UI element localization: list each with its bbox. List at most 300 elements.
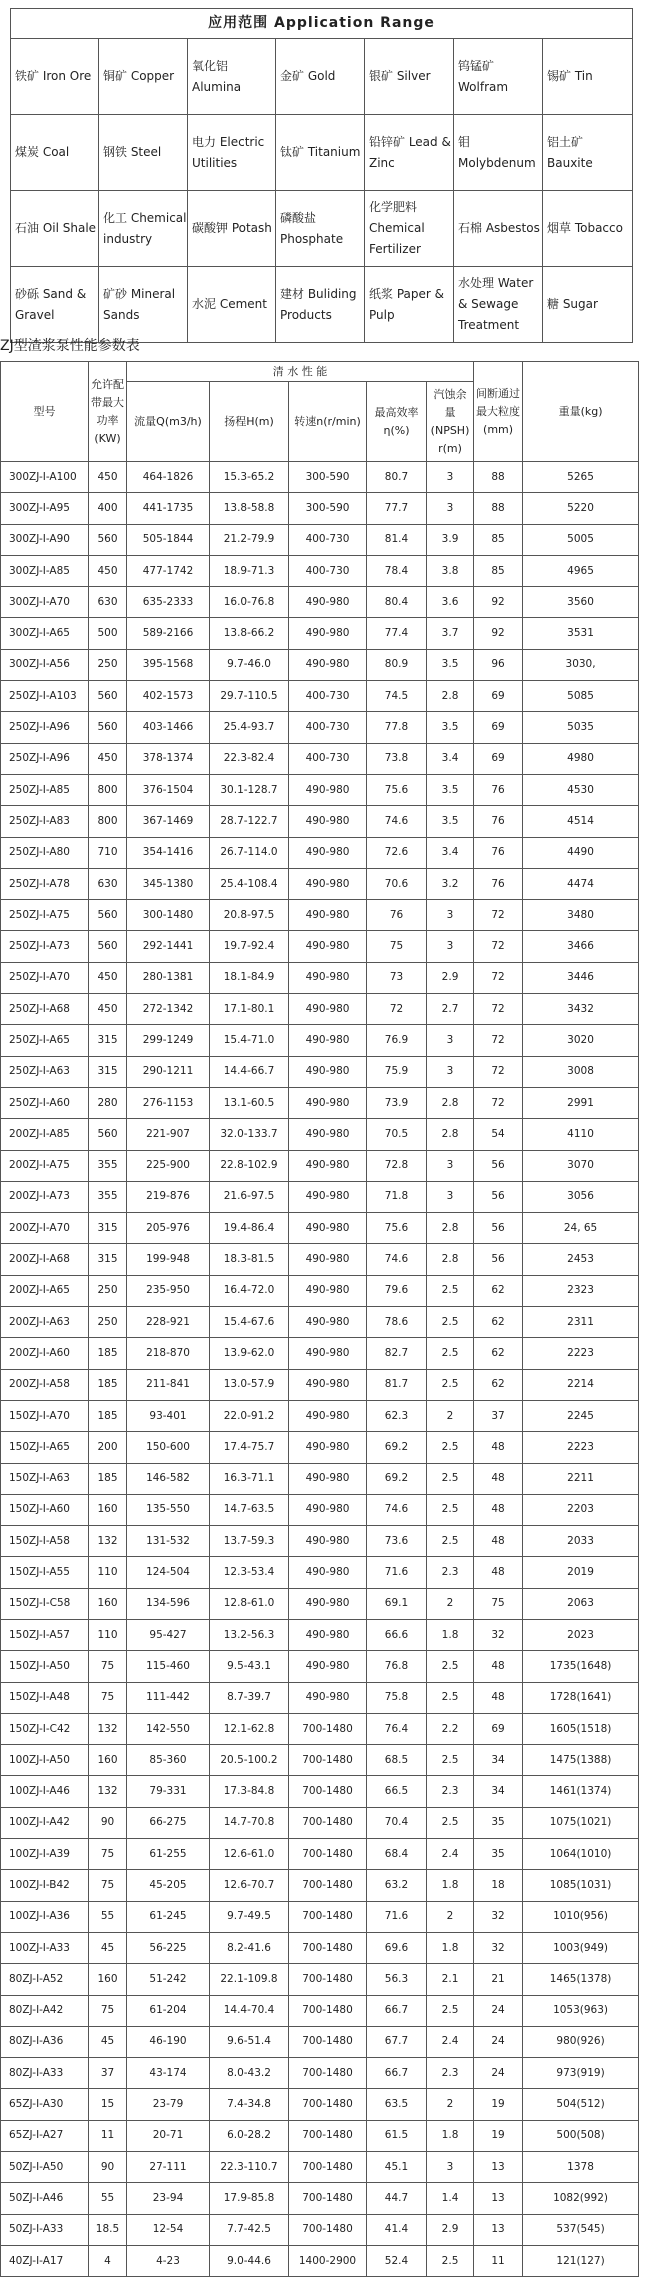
value-cell: 1075(1021) — [523, 1807, 639, 1838]
value-cell: 44.7 — [367, 2183, 427, 2214]
value-cell: 400 — [89, 493, 127, 524]
value-cell: 630 — [89, 587, 127, 618]
value-cell: 43-174 — [127, 2058, 210, 2089]
value-cell: 3466 — [523, 931, 639, 962]
value-cell: 19 — [474, 2089, 523, 2120]
value-cell: 30.1-128.7 — [210, 774, 289, 805]
value-cell: 78.6 — [367, 1307, 427, 1338]
value-cell: 3 — [427, 1150, 474, 1181]
value-cell: 700-1480 — [289, 1964, 367, 1995]
value-cell: 1085(1031) — [523, 1870, 639, 1901]
table-row — [1, 2058, 639, 2089]
model-cell: 80ZJ-I-A42 — [1, 1995, 89, 2026]
model-cell: 300ZJ-I-A85 — [1, 555, 89, 586]
value-cell: 69.6 — [367, 1932, 427, 1963]
value-cell: 537(545) — [523, 2214, 639, 2245]
table-row — [1, 2120, 639, 2151]
value-cell: 22.8-102.9 — [210, 1150, 289, 1181]
value-cell: 35 — [474, 1807, 523, 1838]
value-cell: 2023 — [523, 1619, 639, 1650]
table-row — [1, 1651, 639, 1682]
value-cell: 55 — [89, 1901, 127, 1932]
value-cell: 62 — [474, 1307, 523, 1338]
value-cell: 2.8 — [427, 1213, 474, 1244]
value-cell: 14.4-66.7 — [210, 1056, 289, 1087]
model-cell: 200ZJ-I-A68 — [1, 1244, 89, 1275]
value-cell: 4530 — [523, 774, 639, 805]
model-cell: 100ZJ-I-A39 — [1, 1839, 89, 1870]
value-cell: 3 — [427, 1181, 474, 1212]
value-cell: 69.2 — [367, 1432, 427, 1463]
value-cell: 85 — [474, 555, 523, 586]
value-cell: 973(919) — [523, 2058, 639, 2089]
value-cell: 700-1480 — [289, 2089, 367, 2120]
value-cell: 700-1480 — [289, 1870, 367, 1901]
value-cell: 700-1480 — [289, 1995, 367, 2026]
application-cell: 钛矿 Titanium — [276, 115, 365, 191]
model-cell: 50ZJ-I-A50 — [1, 2152, 89, 2183]
value-cell: 490-980 — [289, 1526, 367, 1557]
value-cell: 1.8 — [427, 1932, 474, 1963]
model-cell: 250ZJ-I-A60 — [1, 1087, 89, 1118]
model-cell: 50ZJ-I-A46 — [1, 2183, 89, 2214]
table-row — [1, 1463, 639, 1494]
value-cell: 160 — [89, 1494, 127, 1525]
value-cell: 441-1735 — [127, 493, 210, 524]
value-cell: 3560 — [523, 587, 639, 618]
value-cell: 1475(1388) — [523, 1745, 639, 1776]
value-cell: 1064(1010) — [523, 1839, 639, 1870]
value-cell: 500(508) — [523, 2120, 639, 2151]
model-cell: 300ZJ-I-A100 — [1, 462, 89, 493]
value-cell: 70.4 — [367, 1807, 427, 1838]
model-cell: 250ZJ-I-A63 — [1, 1056, 89, 1087]
value-cell: 56 — [474, 1150, 523, 1181]
value-cell: 62.3 — [367, 1400, 427, 1431]
value-cell: 132 — [89, 1526, 127, 1557]
value-cell: 160 — [89, 1745, 127, 1776]
application-cell: 砂砾 Sand & Gravel — [11, 267, 99, 343]
model-cell: 150ZJ-I-A48 — [1, 1682, 89, 1713]
value-cell: 26.7-114.0 — [210, 837, 289, 868]
value-cell: 490-980 — [289, 806, 367, 837]
value-cell: 3.5 — [427, 774, 474, 805]
value-cell: 315 — [89, 1244, 127, 1275]
value-cell: 77.7 — [367, 493, 427, 524]
value-cell: 589-2166 — [127, 618, 210, 649]
value-cell: 74.6 — [367, 1244, 427, 1275]
application-cell: 金矿 Gold — [276, 39, 365, 115]
application-cell: 钼 Molybdenum — [454, 115, 543, 191]
value-cell: 77.4 — [367, 618, 427, 649]
value-cell: 29.7-110.5 — [210, 681, 289, 712]
value-cell: 76 — [474, 868, 523, 899]
value-cell: 13 — [474, 2152, 523, 2183]
application-cell: 石棉 Asbestos — [454, 191, 543, 267]
value-cell: 76.4 — [367, 1713, 427, 1744]
value-cell: 235-950 — [127, 1275, 210, 1306]
value-cell: 61-204 — [127, 1995, 210, 2026]
header-npsh: 汽蚀余量(NPSH)r(m) — [427, 382, 474, 462]
value-cell: 66.7 — [367, 2058, 427, 2089]
model-cell: 40ZJ-I-A17 — [1, 2245, 89, 2276]
value-cell: 132 — [89, 1776, 127, 1807]
header-weight: 重量(kg) — [523, 362, 639, 462]
value-cell: 18.3-81.5 — [210, 1244, 289, 1275]
value-cell: 700-1480 — [289, 1776, 367, 1807]
value-cell: 490-980 — [289, 1056, 367, 1087]
value-cell: 72 — [474, 1025, 523, 1056]
value-cell: 32.0-133.7 — [210, 1119, 289, 1150]
value-cell: 132 — [89, 1713, 127, 1744]
value-cell: 110 — [89, 1557, 127, 1588]
value-cell: 76 — [474, 806, 523, 837]
value-cell: 46-190 — [127, 2026, 210, 2057]
value-cell: 700-1480 — [289, 2152, 367, 2183]
value-cell: 700-1480 — [289, 1932, 367, 1963]
table-row — [1, 1432, 639, 1463]
value-cell: 75.6 — [367, 1213, 427, 1244]
value-cell: 2.3 — [427, 1557, 474, 1588]
value-cell: 66.7 — [367, 1995, 427, 2026]
value-cell: 73.8 — [367, 743, 427, 774]
value-cell: 504(512) — [523, 2089, 639, 2120]
value-cell: 2453 — [523, 1244, 639, 1275]
table-row — [1, 587, 639, 618]
table-row — [1, 2214, 639, 2245]
value-cell: 76.8 — [367, 1651, 427, 1682]
value-cell: 9.7-46.0 — [210, 649, 289, 680]
value-cell: 15 — [89, 2089, 127, 2120]
value-cell: 34 — [474, 1776, 523, 1807]
value-cell: 135-550 — [127, 1494, 210, 1525]
value-cell: 2.8 — [427, 1119, 474, 1150]
value-cell: 205-976 — [127, 1213, 210, 1244]
value-cell: 80.4 — [367, 587, 427, 618]
value-cell: 490-980 — [289, 1307, 367, 1338]
value-cell: 490-980 — [289, 618, 367, 649]
value-cell: 2.3 — [427, 2058, 474, 2089]
value-cell: 72.8 — [367, 1150, 427, 1181]
value-cell: 2.5 — [427, 1526, 474, 1557]
value-cell: 2 — [427, 1901, 474, 1932]
value-cell: 70.6 — [367, 868, 427, 899]
value-cell: 980(926) — [523, 2026, 639, 2057]
model-cell: 150ZJ-I-A63 — [1, 1463, 89, 1494]
value-cell: 68.5 — [367, 1745, 427, 1776]
value-cell: 700-1480 — [289, 1807, 367, 1838]
value-cell: 3446 — [523, 962, 639, 993]
value-cell: 1605(1518) — [523, 1713, 639, 1744]
model-cell: 100ZJ-I-A42 — [1, 1807, 89, 1838]
table-row — [1, 994, 639, 1025]
value-cell: 490-980 — [289, 1150, 367, 1181]
value-cell: 3.7 — [427, 618, 474, 649]
value-cell: 2.5 — [427, 1369, 474, 1400]
value-cell: 450 — [89, 743, 127, 774]
value-cell: 355 — [89, 1150, 127, 1181]
table-row — [1, 931, 639, 962]
value-cell: 7.7-42.5 — [210, 2214, 289, 2245]
value-cell: 400-730 — [289, 743, 367, 774]
model-cell: 80ZJ-I-A36 — [1, 2026, 89, 2057]
value-cell: 464-1826 — [127, 462, 210, 493]
application-cell: 水处理 Water & Sewage Treatment — [454, 267, 543, 343]
table-row — [1, 2152, 639, 2183]
model-cell: 200ZJ-I-A63 — [1, 1307, 89, 1338]
value-cell: 71.6 — [367, 1901, 427, 1932]
table-row — [1, 1964, 639, 1995]
value-cell: 250 — [89, 1307, 127, 1338]
value-cell: 12.1-62.8 — [210, 1713, 289, 1744]
value-cell: 48 — [474, 1682, 523, 1713]
value-cell: 12.8-61.0 — [210, 1588, 289, 1619]
value-cell: 5265 — [523, 462, 639, 493]
value-cell: 13.8-58.8 — [210, 493, 289, 524]
value-cell: 69 — [474, 743, 523, 774]
model-cell: 100ZJ-I-B42 — [1, 1870, 89, 1901]
model-cell: 150ZJ-I-C58 — [1, 1588, 89, 1619]
value-cell: 3030, — [523, 649, 639, 680]
value-cell: 2.8 — [427, 1244, 474, 1275]
value-cell: 23-79 — [127, 2089, 210, 2120]
value-cell: 635-2333 — [127, 587, 210, 618]
value-cell: 800 — [89, 806, 127, 837]
value-cell: 199-948 — [127, 1244, 210, 1275]
model-cell: 200ZJ-I-A75 — [1, 1150, 89, 1181]
value-cell: 48 — [474, 1526, 523, 1557]
value-cell: 142-550 — [127, 1713, 210, 1744]
header-efficiency: 最高效率η(%) — [367, 382, 427, 462]
value-cell: 3070 — [523, 1150, 639, 1181]
value-cell: 74.5 — [367, 681, 427, 712]
value-cell: 450 — [89, 962, 127, 993]
value-cell: 2323 — [523, 1275, 639, 1306]
value-cell: 3432 — [523, 994, 639, 1025]
table-row — [1, 1619, 639, 1650]
table-row — [1, 1056, 639, 1087]
value-cell: 378-1374 — [127, 743, 210, 774]
application-cell: 锡矿 Tin — [543, 39, 633, 115]
value-cell: 4980 — [523, 743, 639, 774]
model-cell: 300ZJ-I-A90 — [1, 524, 89, 555]
value-cell: 315 — [89, 1025, 127, 1056]
value-cell: 52.4 — [367, 2245, 427, 2276]
application-cell: 铜矿 Copper — [99, 39, 188, 115]
model-cell: 150ZJ-I-C42 — [1, 1713, 89, 1744]
application-cell: 石油 Oil Shale — [11, 191, 99, 267]
value-cell: 490-980 — [289, 1119, 367, 1150]
value-cell: 376-1504 — [127, 774, 210, 805]
value-cell: 48 — [474, 1463, 523, 1494]
value-cell: 1.8 — [427, 2120, 474, 2151]
value-cell: 13.1-60.5 — [210, 1087, 289, 1118]
value-cell: 1.8 — [427, 1870, 474, 1901]
value-cell: 218-870 — [127, 1338, 210, 1369]
value-cell: 292-1441 — [127, 931, 210, 962]
header-speed: 转速n(r/min) — [289, 382, 367, 462]
value-cell: 73 — [367, 962, 427, 993]
value-cell: 45-205 — [127, 1870, 210, 1901]
value-cell: 41.4 — [367, 2214, 427, 2245]
value-cell: 490-980 — [289, 931, 367, 962]
model-cell: 65ZJ-I-A30 — [1, 2089, 89, 2120]
value-cell: 13 — [474, 2183, 523, 2214]
value-cell: 490-980 — [289, 1400, 367, 1431]
value-cell: 355 — [89, 1181, 127, 1212]
value-cell: 490-980 — [289, 1087, 367, 1118]
value-cell: 2223 — [523, 1338, 639, 1369]
value-cell: 27-111 — [127, 2152, 210, 2183]
table-row — [1, 900, 639, 931]
value-cell: 55 — [89, 2183, 127, 2214]
model-cell: 200ZJ-I-A85 — [1, 1119, 89, 1150]
value-cell: 2.8 — [427, 681, 474, 712]
header-flow: 流量Q(m3/h) — [127, 382, 210, 462]
value-cell: 25.4-93.7 — [210, 712, 289, 743]
value-cell: 24 — [474, 2026, 523, 2057]
value-cell: 490-980 — [289, 1588, 367, 1619]
value-cell: 300-590 — [289, 493, 367, 524]
table-row — [1, 1150, 639, 1181]
value-cell: 402-1573 — [127, 681, 210, 712]
value-cell: 2.5 — [427, 1494, 474, 1525]
value-cell: 63.2 — [367, 1870, 427, 1901]
value-cell: 11 — [89, 2120, 127, 2151]
value-cell: 1003(949) — [523, 1932, 639, 1963]
value-cell: 69 — [474, 1713, 523, 1744]
value-cell: 3 — [427, 1056, 474, 1087]
application-row — [11, 191, 633, 267]
value-cell: 4-23 — [127, 2245, 210, 2276]
value-cell: 2.4 — [427, 1839, 474, 1870]
value-cell: 700-1480 — [289, 1745, 367, 1776]
value-cell: 400-730 — [289, 712, 367, 743]
value-cell: 12.3-53.4 — [210, 1557, 289, 1588]
performance-table-title: ZJ型渣浆泵性能参数表 — [0, 338, 140, 354]
value-cell: 62 — [474, 1369, 523, 1400]
value-cell: 1378 — [523, 2152, 639, 2183]
value-cell: 450 — [89, 555, 127, 586]
value-cell: 76 — [474, 837, 523, 868]
value-cell: 66.5 — [367, 1776, 427, 1807]
value-cell: 450 — [89, 462, 127, 493]
value-cell: 72 — [474, 1056, 523, 1087]
value-cell: 3056 — [523, 1181, 639, 1212]
value-cell: 2.3 — [427, 1776, 474, 1807]
value-cell: 2.7 — [427, 994, 474, 1025]
model-cell: 150ZJ-I-A70 — [1, 1400, 89, 1431]
value-cell: 13.0-57.9 — [210, 1369, 289, 1400]
value-cell: 19 — [474, 2120, 523, 2151]
table-row — [1, 962, 639, 993]
value-cell: 96 — [474, 649, 523, 680]
model-cell: 200ZJ-I-A70 — [1, 1213, 89, 1244]
value-cell: 121(127) — [523, 2245, 639, 2276]
model-cell: 250ZJ-I-A73 — [1, 931, 89, 962]
model-cell: 250ZJ-I-A96 — [1, 743, 89, 774]
value-cell: 88 — [474, 462, 523, 493]
model-cell: 150ZJ-I-A65 — [1, 1432, 89, 1463]
model-cell: 200ZJ-I-A73 — [1, 1181, 89, 1212]
value-cell: 69 — [474, 712, 523, 743]
value-cell: 62 — [474, 1275, 523, 1306]
value-cell: 56 — [474, 1181, 523, 1212]
application-cell: 银矿 Silver — [365, 39, 454, 115]
value-cell: 315 — [89, 1213, 127, 1244]
application-cell: 化学肥料 Chemical Fertilizer — [365, 191, 454, 267]
value-cell: 2.5 — [427, 1995, 474, 2026]
value-cell: 92 — [474, 587, 523, 618]
value-cell: 490-980 — [289, 1682, 367, 1713]
application-cell: 电力 Electric Utilities — [188, 115, 276, 191]
value-cell: 76.9 — [367, 1025, 427, 1056]
table-row — [1, 774, 639, 805]
value-cell: 403-1466 — [127, 712, 210, 743]
value-cell: 490-980 — [289, 1494, 367, 1525]
value-cell: 3.4 — [427, 837, 474, 868]
value-cell: 82.7 — [367, 1338, 427, 1369]
value-cell: 72 — [474, 994, 523, 1025]
value-cell: 48 — [474, 1432, 523, 1463]
value-cell: 19.4-86.4 — [210, 1213, 289, 1244]
table-row — [1, 618, 639, 649]
table-row — [1, 1745, 639, 1776]
value-cell: 2 — [427, 1588, 474, 1619]
value-cell: 490-980 — [289, 1275, 367, 1306]
application-cell: 水泥 Cement — [188, 267, 276, 343]
table-row — [1, 555, 639, 586]
value-cell: 400-730 — [289, 524, 367, 555]
value-cell: 72 — [367, 994, 427, 1025]
value-cell: 1.4 — [427, 2183, 474, 2214]
value-cell: 21.2-79.9 — [210, 524, 289, 555]
table-row — [1, 837, 639, 868]
model-cell: 50ZJ-I-A33 — [1, 2214, 89, 2245]
model-cell: 250ZJ-I-A75 — [1, 900, 89, 931]
value-cell: 2.5 — [427, 1307, 474, 1338]
value-cell: 71.6 — [367, 1557, 427, 1588]
value-cell: 111-442 — [127, 1682, 210, 1713]
application-row — [11, 115, 633, 191]
application-cell: 化工 Chemical industry — [99, 191, 188, 267]
value-cell: 700-1480 — [289, 2026, 367, 2057]
value-cell: 67.7 — [367, 2026, 427, 2057]
value-cell: 185 — [89, 1463, 127, 1494]
value-cell: 45.1 — [367, 2152, 427, 2183]
value-cell: 75 — [89, 1682, 127, 1713]
value-cell: 3531 — [523, 618, 639, 649]
value-cell: 700-1480 — [289, 2120, 367, 2151]
value-cell: 51-242 — [127, 1964, 210, 1995]
value-cell: 7.4-34.8 — [210, 2089, 289, 2120]
value-cell: 4110 — [523, 1119, 639, 1150]
value-cell: 8.7-39.7 — [210, 1682, 289, 1713]
performance-table — [0, 361, 639, 2277]
value-cell: 560 — [89, 712, 127, 743]
value-cell: 300-1480 — [127, 900, 210, 931]
value-cell: 1465(1378) — [523, 1964, 639, 1995]
value-cell: 72 — [474, 962, 523, 993]
model-cell: 100ZJ-I-A50 — [1, 1745, 89, 1776]
value-cell: 2.5 — [427, 1651, 474, 1682]
value-cell: 560 — [89, 681, 127, 712]
value-cell: 69.2 — [367, 1463, 427, 1494]
value-cell: 61-255 — [127, 1839, 210, 1870]
value-cell: 19.7-92.4 — [210, 931, 289, 962]
value-cell: 18.5 — [89, 2214, 127, 2245]
value-cell: 79.6 — [367, 1275, 427, 1306]
